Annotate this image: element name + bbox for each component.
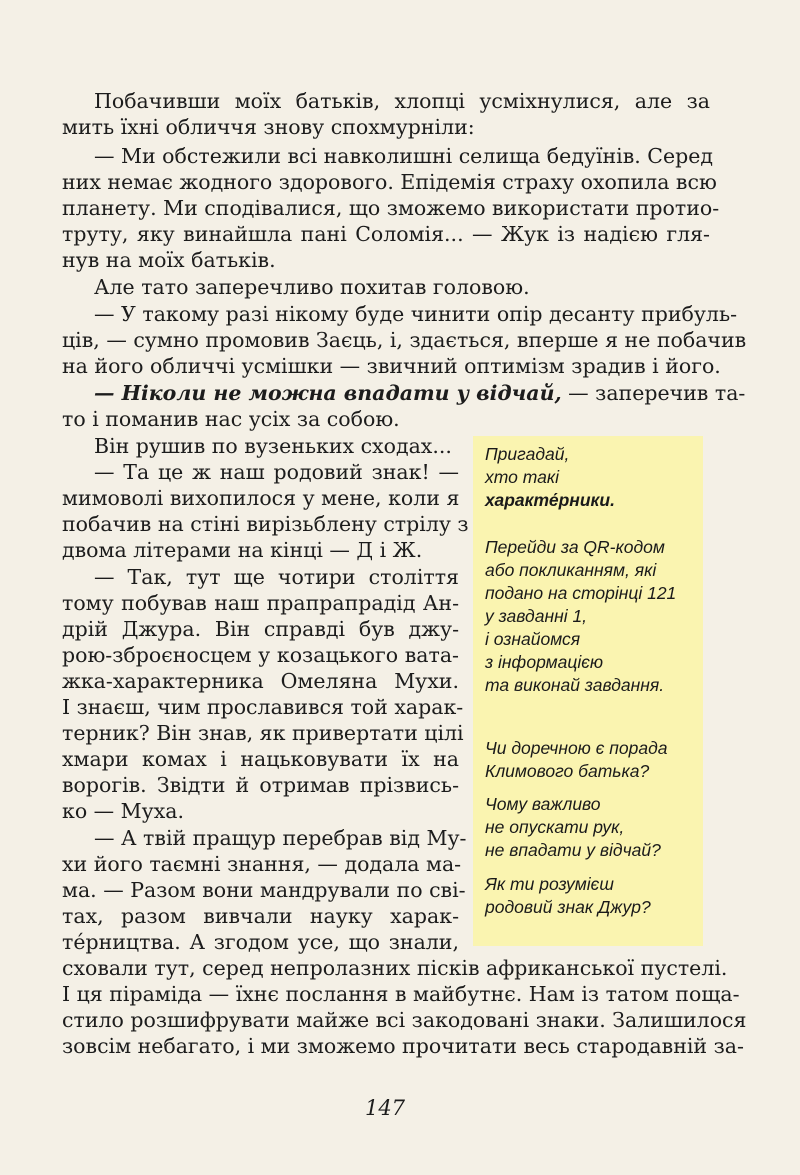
text-line: ма. — Разом вони мандрували по сві- bbox=[62, 878, 466, 902]
text-line: — Ми обстежили всі навколишні селища бедуїнів. Серед bbox=[94, 144, 714, 168]
text-line: ворогів. Звідти й отримав прізвись- bbox=[62, 773, 459, 797]
text-line: них немає жодного здорового. Епідемія страху охопила всю bbox=[62, 170, 717, 194]
sidebar-line: Пригадай, bbox=[485, 444, 570, 464]
emphasis-text: — Ніколи не можна впадати у відчай, bbox=[94, 381, 562, 405]
sidebar-line: у завданні 1, bbox=[485, 606, 588, 626]
sidebar-line: подано на сторінці 121 bbox=[485, 583, 677, 603]
text-line bbox=[62, 380, 746, 406]
text-line: жка-характерника Омеляна Мухи. bbox=[62, 669, 459, 693]
text-line: — А твій пращур перебрав від Му- bbox=[94, 826, 467, 850]
text-line: хи його таємні знання, — додала ма- bbox=[62, 852, 462, 876]
text-span: — заперечив та- bbox=[561, 381, 746, 405]
text-line: хмари комах і нацьковувати їх на bbox=[62, 747, 459, 771]
sidebar-line: і ознайомся bbox=[485, 629, 581, 649]
sidebar-term: характе́рники. bbox=[485, 490, 615, 510]
sidebar-line: Перейди за QR-кодом bbox=[485, 537, 665, 557]
text-line: Але тато заперечливо похитав головою. bbox=[94, 275, 530, 299]
text-line: терник? Він знав, як привертати цілі bbox=[62, 721, 464, 745]
sidebar-line: не впадати у відчай? bbox=[485, 840, 661, 860]
text-line: тах, разом вивчали науку харак- bbox=[62, 904, 459, 928]
sidebar-line: Як ти розумієш bbox=[485, 874, 614, 894]
text-line: побачив на стіні вирізьблену стрілу з bbox=[62, 512, 469, 536]
text-line: І ця піраміда — їхнє послання в майбутнє. Нам із татом поща- bbox=[62, 982, 740, 1006]
sidebar-line: Чи доречною є порада bbox=[485, 738, 668, 758]
sidebar-line: з інформацією bbox=[485, 652, 604, 672]
text-line: планету. Ми сподівалися, що зможемо використати протио- bbox=[62, 196, 720, 220]
text-line: ців, — сумно промовив Заєць, і, здається, вперше я не побачив bbox=[62, 328, 747, 352]
sidebar-line: або покликанням, які bbox=[485, 560, 657, 580]
text-line: ко — Муха. bbox=[62, 799, 185, 823]
page-number: 147 bbox=[364, 1096, 406, 1120]
text-line: — Та це ж наш родовий знак! — bbox=[94, 460, 459, 484]
text-line: Він рушив по вузеньких сходах... bbox=[94, 434, 452, 458]
text-line: Побачивши моїх батьків, хлопці усміхнулися, але за bbox=[94, 89, 710, 113]
text-line: дрій Джура. Він справді був джу- bbox=[62, 617, 459, 641]
text-line: двома літерами на кінці — Д і Ж. bbox=[62, 538, 423, 562]
text-line: тому побував наш прапрапрадід Ан- bbox=[62, 591, 459, 615]
text-line: зовсім небагато, і ми зможемо прочитати весь стародавній за- bbox=[62, 1034, 744, 1058]
sidebar-line: та виконай завдання. bbox=[485, 675, 665, 695]
text-line: — У такому разі нікому буде чинити опір десанту прибуль- bbox=[94, 302, 738, 326]
sidebar-line: Чому важливо bbox=[485, 794, 601, 814]
text-line: сховали тут, серед непролазних пісків африканської пустелі. bbox=[62, 956, 728, 980]
sidebar-line: родовий знак Джур? bbox=[485, 897, 651, 917]
sidebar-line: Климового батька? bbox=[485, 761, 650, 781]
text-line: те́рництва. А згодом усе, що знали, bbox=[62, 930, 459, 954]
text-line: нув на моїх батьків. bbox=[62, 248, 276, 272]
text-line: І знаєш, чим прославився той харак- bbox=[62, 695, 464, 719]
text-line: — Так, тут ще чотири століття bbox=[94, 565, 459, 589]
sidebar-line: хто такі bbox=[485, 467, 559, 487]
text-line: труту, яку винайшла пані Соломія... — Жук із надією гля- bbox=[62, 222, 710, 246]
text-line: мимоволі вихопилося у мене, коли я bbox=[62, 486, 460, 510]
text-line: на його обличчі усмішки — звичний оптимізм зрадив і його. bbox=[62, 354, 721, 378]
text-line: мить їхні обличчя знову спохмурніли: bbox=[62, 115, 475, 139]
text-line: то і поманив нас усіх за собою. bbox=[62, 407, 400, 431]
text-line: рою-зброєносцем у козацького вата- bbox=[62, 643, 459, 667]
sidebar-line bbox=[485, 489, 615, 512]
text-line: стило розшифрувати майже всі закодовані знаки. Залишилося bbox=[62, 1008, 747, 1032]
sidebar-line: не опускати рук, bbox=[485, 817, 625, 837]
